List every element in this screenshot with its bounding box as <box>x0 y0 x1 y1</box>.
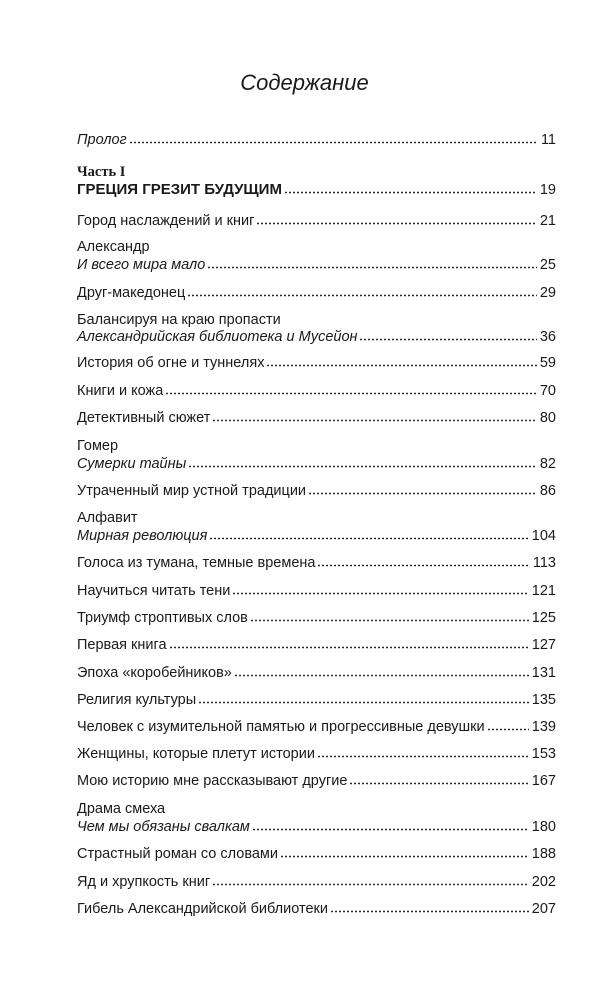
toc-entry[interactable] <box>77 691 556 709</box>
toc-entry[interactable] <box>77 873 556 891</box>
toc-entry[interactable] <box>77 636 556 654</box>
toc-entry-heading: Александр <box>77 239 150 255</box>
toc-entry[interactable] <box>77 609 556 627</box>
leader-dots <box>317 555 529 567</box>
part-heading: Часть I <box>77 164 126 180</box>
toc-entry[interactable] <box>77 354 556 372</box>
toc-entry-page: 153 <box>531 746 556 762</box>
leader-dots <box>207 257 537 269</box>
toc-entry-label: Чем мы обязаны свалкам <box>77 819 250 835</box>
leader-dots <box>165 383 537 395</box>
toc-entry-label: Научиться читать тени <box>77 583 231 599</box>
leader-dots <box>234 665 529 677</box>
leader-dots <box>212 410 537 422</box>
toc-entry-page: 167 <box>531 773 556 789</box>
toc-entry-page: 86 <box>539 483 556 499</box>
toc-entry-label: Гибель Александрийской библиотеки <box>77 901 328 917</box>
leader-dots <box>232 583 528 595</box>
toc-entry-label: История об огне и туннелях <box>77 355 265 371</box>
leader-dots <box>359 329 536 341</box>
toc-entry[interactable] <box>77 527 556 545</box>
leader-dots <box>330 901 529 913</box>
toc-entry-label: Александрийская библиотека и Мусейон <box>77 329 358 345</box>
leader-dots <box>317 746 529 758</box>
toc-entry[interactable] <box>77 212 556 230</box>
toc-entry-label: Книги и кожа <box>77 383 164 399</box>
toc-entry[interactable] <box>77 818 556 836</box>
toc-entry[interactable] <box>77 409 556 427</box>
toc-entry-label: Мою историю мне рассказывают другие <box>77 773 348 789</box>
toc-entry-page: 113 <box>532 555 556 571</box>
toc-entry-page: 29 <box>539 285 556 301</box>
toc-entry-label: ГРЕЦИЯ ГРЕЗИТ БУДУЩИМ <box>77 181 282 198</box>
leader-dots <box>252 819 529 831</box>
leader-dots <box>187 285 537 297</box>
toc-entry[interactable] <box>77 382 556 400</box>
toc-entry-prolog[interactable] <box>77 131 556 149</box>
leader-dots <box>209 528 528 540</box>
leader-dots <box>487 719 529 731</box>
toc-entry-page: 11 <box>540 132 556 148</box>
toc-entry[interactable] <box>77 455 556 473</box>
toc-entry-label: И всего мира мало <box>77 257 206 273</box>
toc-entry-page: 188 <box>531 846 556 862</box>
toc-entry[interactable] <box>77 284 556 302</box>
toc-entry-page: 21 <box>539 213 556 229</box>
toc-entry-part-title[interactable] <box>77 181 556 199</box>
toc-entry[interactable] <box>77 745 556 763</box>
toc-entry-page: 202 <box>531 874 556 890</box>
toc-entry[interactable] <box>77 845 556 863</box>
toc-entry-page: 207 <box>531 901 556 917</box>
toc-entry-label: Страстный роман со словами <box>77 846 279 862</box>
toc-entry[interactable] <box>77 900 556 918</box>
leader-dots <box>188 456 537 468</box>
toc-entry[interactable] <box>77 664 556 682</box>
toc-entry[interactable] <box>77 482 556 500</box>
toc-entry-label: Пролог <box>77 132 127 148</box>
toc-entry-page: 19 <box>539 182 556 198</box>
toc-entry-page: 80 <box>539 410 556 426</box>
leader-dots <box>280 846 529 858</box>
toc-entry[interactable] <box>77 554 556 572</box>
toc-entry-label: Мирная революция <box>77 528 208 544</box>
leader-dots <box>256 213 536 225</box>
toc-entry-page: 82 <box>539 456 556 472</box>
toc-entry-label: Религия культуры <box>77 692 197 708</box>
toc-entry-page: 104 <box>531 528 556 544</box>
toc-entry[interactable] <box>77 718 556 736</box>
leader-dots <box>198 692 529 704</box>
toc-entry-label: Первая книга <box>77 637 167 653</box>
toc-entry-label: Эпоха «коробейников» <box>77 665 232 681</box>
leader-dots <box>266 355 536 367</box>
toc-entry-page: 121 <box>531 583 556 599</box>
toc-entry[interactable] <box>77 582 556 600</box>
toc-entry-page: 127 <box>531 637 556 653</box>
toc-entry-page: 135 <box>531 692 556 708</box>
toc-entry-heading: Гомер <box>77 438 119 454</box>
page-title: Содержание <box>240 70 369 95</box>
toc-entry-page: 36 <box>539 329 556 345</box>
toc-entry[interactable] <box>77 328 556 346</box>
toc-entry-label: Голоса из тумана, темные времена <box>77 555 316 571</box>
leader-dots <box>308 483 537 495</box>
leader-dots <box>169 637 529 649</box>
toc-entry-label: Город наслаждений и книг <box>77 213 255 229</box>
leader-dots <box>284 182 537 194</box>
toc-entry-label: Утраченный мир устной традиции <box>77 483 307 499</box>
toc-entry-page: 125 <box>531 610 556 626</box>
toc-entry-label: Сумерки тайны <box>77 456 187 472</box>
toc-entry-page: 139 <box>531 719 556 735</box>
toc-entry-heading: Балансируя на краю пропасти <box>77 312 281 328</box>
toc-entry[interactable] <box>77 256 556 274</box>
toc-entry-page: 131 <box>531 665 556 681</box>
leader-dots <box>349 773 528 785</box>
toc-entry-label: Друг-македонец <box>77 285 186 301</box>
toc-entry-page: 180 <box>531 819 556 835</box>
leader-dots <box>250 610 529 622</box>
toc-entry-label: Человек с изумительной памятью и прогрессивные девушки <box>77 719 485 735</box>
toc-entry-heading: Драма смеха <box>77 801 166 817</box>
toc-entry[interactable] <box>77 772 556 790</box>
leader-dots <box>212 874 529 886</box>
toc-entry-heading: Алфавит <box>77 510 138 526</box>
toc-entry-label: Детективный сюжет <box>77 410 211 426</box>
toc-entry-label: Яд и хрупкость книг <box>77 874 211 890</box>
toc-entry-page: 25 <box>539 257 556 273</box>
toc-entry-label: Триумф строптивых слов <box>77 610 248 626</box>
leader-dots <box>129 132 538 144</box>
toc-entry-label: Женщины, которые плетут истории <box>77 746 315 762</box>
toc-entry-page: 59 <box>539 355 556 371</box>
toc-entry-page: 70 <box>539 383 556 399</box>
